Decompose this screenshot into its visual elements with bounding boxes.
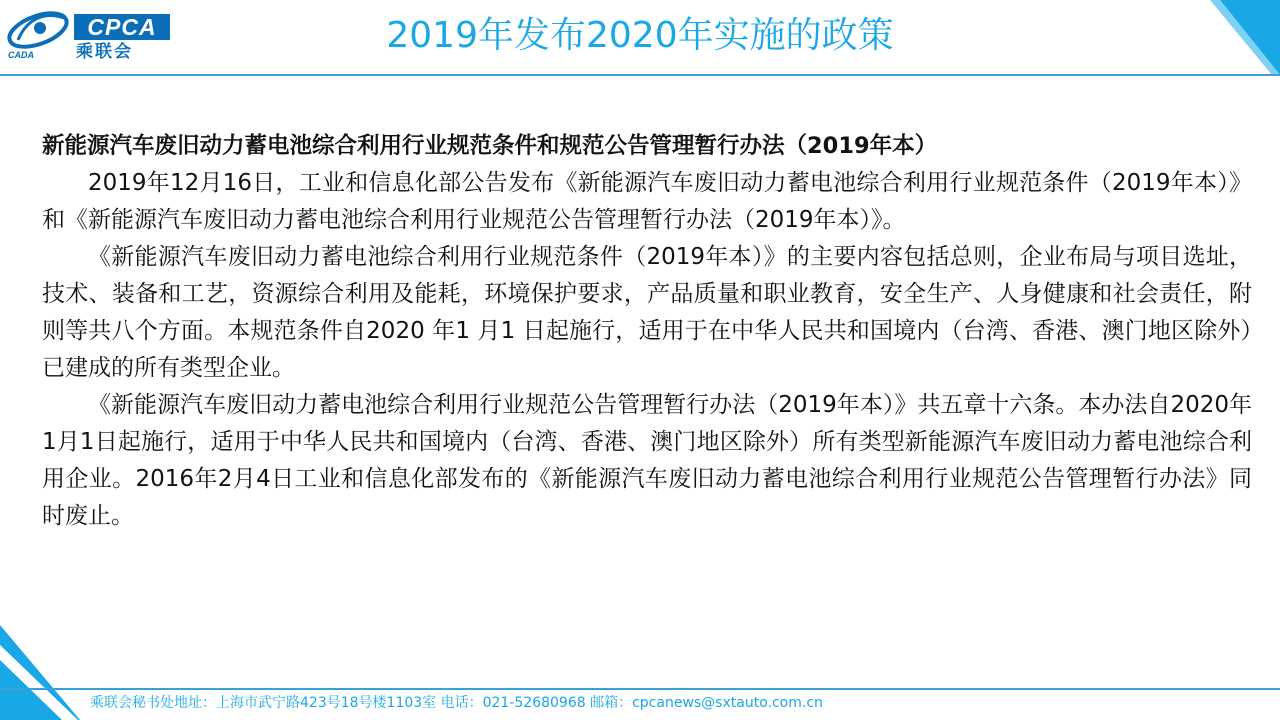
paragraph-1: 2019年12月16日，工业和信息化部公告发布《新能源汽车废旧动力蓄电池综合利用行业规范条件（2019年本）》和《新能源汽车废旧动力蓄电池综合利用行业规范公告管理暂行办法（2019年本）》。 xyxy=(42,170,1252,233)
page-title: 2019年发布2020年实施的政策 xyxy=(386,15,894,56)
corner-decoration-top-right xyxy=(1210,0,1280,75)
section-heading: 新能源汽车废旧动力蓄电池综合利用行业规范条件和规范公告管理暂行办法（2019年本） xyxy=(42,133,938,159)
logo-brand-text: CPCA xyxy=(74,14,170,40)
paragraph-2: 《新能源汽车废旧动力蓄电池综合利用行业规范条件（2019年本）》的主要内容包括总则，企业布局与项目选址，技术、装备和工艺，资源综合利用及能耗，环境保护要求，产品质量和职业教育，安全生产、人身健康和社会责任，附则等共八个方面。本规范条件自2020 年1 月1 日起施行，适用于在中华人民共和国境内（台湾、香港、澳门地区除外）已建成的所有类型企业。 xyxy=(42,244,1252,381)
footer-contact-info: 乘联会秘书处地址：上海市武宁路423号18号楼1103室 电话：021-52680968 邮箱：cpcanews@sxtauto.com.cn xyxy=(90,695,823,711)
header-divider xyxy=(0,74,1280,76)
logo-sub-text: CADA xyxy=(8,50,34,60)
main-content xyxy=(42,128,1252,535)
paragraph-3: 《新能源汽车废旧动力蓄电池综合利用行业规范公告管理暂行办法（2019年本）》共五章十六条。本办法自2020年1月1日起施行，适用于中华人民共和国境内（台湾、香港、澳门地区除外）所有类型新能源汽车废旧动力蓄电池综合利用企业。2016年2月4日工业和信息化部发布的《新能源汽车废旧动力蓄电池综合利用行业规范公告管理暂行办法》同时废止。 xyxy=(42,392,1252,529)
footer-divider xyxy=(0,688,1280,690)
logo-chinese-name: 乘联会 xyxy=(76,42,133,62)
corner-decoration-bottom-left xyxy=(0,625,90,720)
